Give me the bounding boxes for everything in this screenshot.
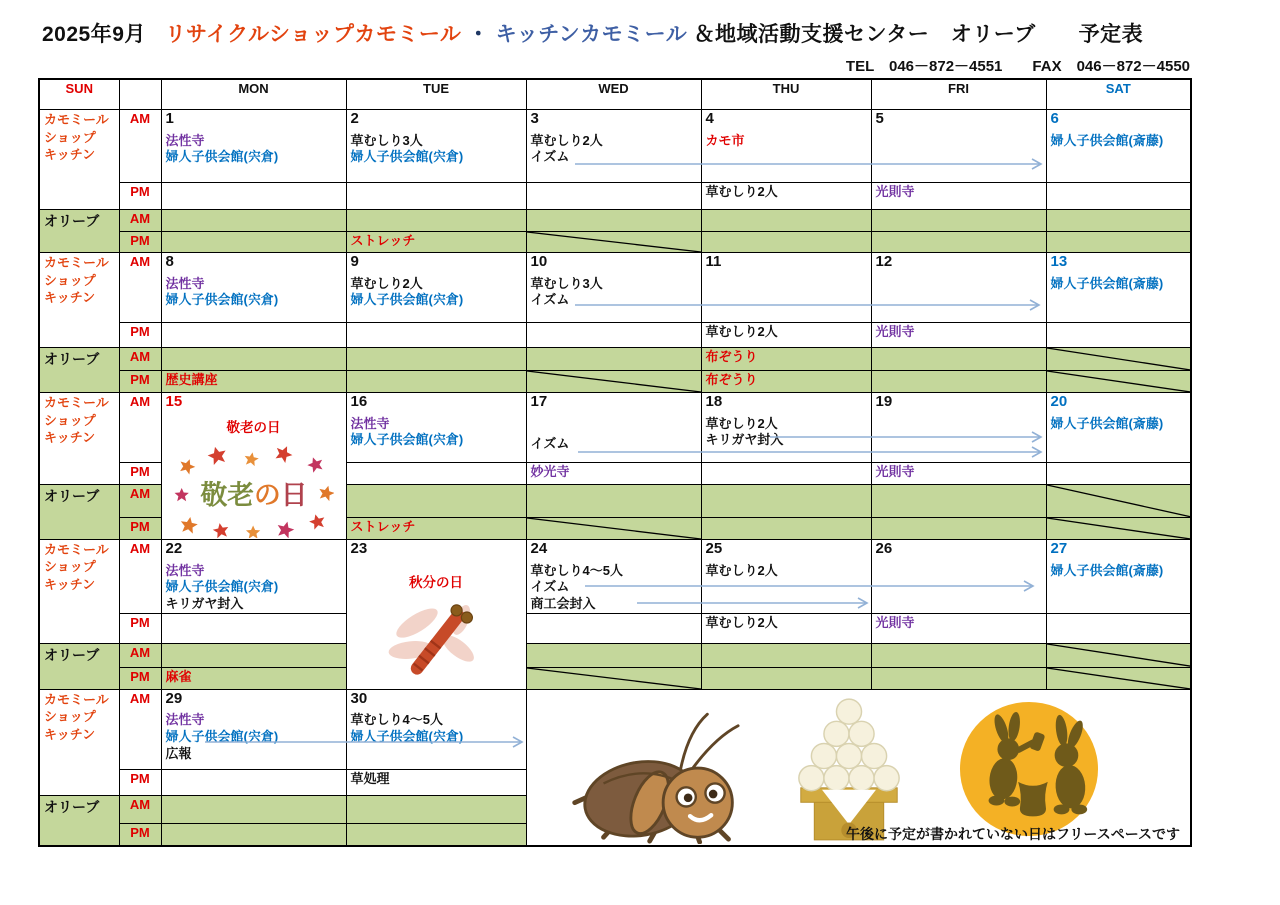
cell-w1-sat-pm [1046,183,1191,210]
am-label: AM [119,644,161,667]
cell-w1-sat-olive-pm [1046,232,1191,253]
cell-w3-fri-am [871,393,1046,463]
cell-w2-thu-pm [701,323,871,348]
no-service-slash [1047,485,1191,517]
row-label-olive: オリーブ [39,210,119,253]
event-text: 草むしり2人 [350,275,423,291]
pm-label: PM [119,614,161,644]
row-label-chamomile: カモミール ショップ キッチン [39,110,119,210]
pm-label: PM [119,463,161,485]
cell-w4-fri-olive-am [871,644,1046,667]
cell-w2-tue-olive-am [346,348,526,371]
cell-w3-tue-olive-pm [346,517,526,539]
cell-w5-mon-olive-am [161,795,346,824]
cell-w1-tue-olive-pm [346,232,526,253]
cell-w4-fri-pm [871,614,1046,644]
event-text: 草むしり3人 [530,275,603,291]
day-number: 25 [705,539,723,557]
day-number: 4 [705,110,714,127]
event-text: 法性寺 [165,562,205,578]
no-service-slash [1047,518,1191,539]
event-text: 草処理 [350,770,390,786]
event-text: 麻雀 [165,668,192,684]
seasonal-images-cell [526,689,1191,846]
event-text: 草むしり3人 [350,132,423,148]
cell-w2-wed-am [526,253,701,323]
cell-w2-sat-pm [1046,323,1191,348]
cell-w4-sat-pm [1046,614,1191,644]
cell-w1-thu-am [701,110,871,183]
title-month: 2025年9月 [42,23,146,46]
cell-w3-tue-pm [346,463,526,485]
cell-w2-thu-olive-am [701,348,871,371]
weekday-header-sat: SAT [1046,79,1191,110]
event-text: イズム [530,435,570,451]
event-text: 婦人子供会館(宍倉) [165,149,279,165]
day-number: 8 [165,253,174,270]
cell-w3-wed-am [526,393,701,463]
cell-w1-fri-am [871,110,1046,183]
cell-w1-mon-pm [161,183,346,210]
cell-w2-mon-olive-am [161,348,346,371]
weekday-header-row [39,79,1191,110]
cell-w1-mon-am [161,110,346,183]
day-number: 20 [1050,393,1068,410]
am-label: AM [119,210,161,232]
event-text: イズム [530,579,570,595]
event-text: ストレッチ [350,518,416,534]
cell-w2-sat-olive-pm [1046,371,1191,393]
event-text: キリガヤ封入 [705,432,784,448]
cell-w2-thu-olive-pm [701,371,871,393]
cell-w2-wed-pm [526,323,701,348]
contact-info: TEL 046－872－4551 FAX 046－872－4550 [845,58,1190,75]
day-number: 1 [165,110,174,127]
event-text: 妙光寺 [530,464,570,479]
event-text: 布ぞうり [705,349,758,364]
cell-w2-fri-olive-pm [871,371,1046,393]
cell-w4-thu-olive-pm [701,667,871,689]
event-text: 婦人子供会館(斎藤) [1050,275,1164,291]
weekday-header-tue: TUE [346,79,526,110]
event-text: 婦人子供会館(宍倉) [350,149,464,165]
cell-w3-wed-olive-am [526,485,701,518]
row-label-olive: オリーブ [39,348,119,393]
day-number: 12 [875,253,893,270]
day-number: 9 [350,253,359,270]
day-number: 26 [875,539,893,557]
pm-label: PM [119,824,161,846]
event-text: 光則寺 [875,615,915,631]
footer-note: 午後に予定が書かれていない日はフリースペースです [845,826,1180,842]
cell-w3-fri-olive-pm [871,517,1046,539]
cell-w2-mon-olive-pm [161,371,346,393]
no-service-slash [527,518,701,539]
pm-label: PM [119,769,161,795]
cell-w4-mon-pm [161,614,346,644]
cell-w3-thu-pm [701,463,871,485]
day-number: 5 [875,110,884,127]
event-text: 婦人子供会館(宍倉) [165,728,279,744]
cell-w3-fri-olive-am [871,485,1046,518]
event-text: 光則寺 [875,184,915,199]
day-number: 10 [530,253,548,270]
event-text: 草むしり2人 [705,562,778,578]
holiday-cell-keirou [161,393,346,540]
holiday-label: 敬老の日 [226,419,281,435]
cell-w5-tue-pm [346,769,526,795]
pm-label: PM [119,517,161,539]
day-number: 22 [165,539,183,557]
cell-w5-mon-pm [161,769,346,795]
event-text: 婦人子供会館(宍倉) [350,432,464,448]
cell-w3-sat-olive-am [1046,485,1191,518]
event-text: 草むしり4～5人 [350,712,443,728]
event-text: キリガヤ封入 [165,595,244,611]
cell-w1-tue-pm [346,183,526,210]
cell-w2-fri-olive-am [871,348,1046,371]
cell-w4-thu-am [701,539,871,614]
row-label-chamomile: カモミール ショップ キッチン [39,689,119,795]
event-text: 婦人子供会館(斎藤) [1050,415,1164,431]
event-text: イズム [530,149,570,165]
event-text: 婦人子供会館(斎藤) [1050,132,1164,148]
event-text: 商工会封入 [530,595,596,611]
cell-w2-mon-am [161,253,346,323]
title-shop1: リサイクルショップカモミール [164,23,462,46]
day-number: 11 [705,253,722,270]
cell-w2-tue-pm [346,323,526,348]
am-label: AM [119,393,161,463]
cell-w1-sat-olive-am [1046,210,1191,232]
event-text: イズム [530,292,570,308]
title-rest: ＆地域活動支援センター オリーブ 予定表 [693,23,1144,46]
cell-w1-mon-olive-am [161,210,346,232]
cell-w2-sat-am [1046,253,1191,323]
cell-w2-sat-olive-am [1046,348,1191,371]
weekday-header-mon: MON [161,79,346,110]
cell-w1-wed-pm [526,183,701,210]
cell-w3-wed-olive-pm [526,517,701,539]
keirou-art-text: 敬老の日 [199,479,308,510]
cell-w2-mon-pm [161,323,346,348]
cell-w5-tue-olive-am [346,795,526,824]
dragonfly-illustration [386,593,486,688]
event-text: 草むしり2人 [705,324,778,339]
event-text: 草むしり2人 [705,184,778,199]
day-number: 15 [165,393,183,410]
cell-w1-wed-olive-am [526,210,701,232]
cell-w3-sat-am [1046,393,1191,463]
event-text: 法性寺 [350,415,390,431]
cell-w3-tue-olive-am [346,485,526,518]
cell-w1-wed-olive-pm [526,232,701,253]
cell-w5-tue-olive-pm [346,824,526,846]
event-text: 布ぞうり [705,372,758,387]
day-number: 18 [705,393,723,410]
am-label: AM [119,110,161,183]
day-number: 19 [875,393,893,410]
no-service-slash [527,232,701,252]
day-number: 30 [350,689,368,707]
page-title [42,18,1143,48]
cell-w4-thu-pm [701,614,871,644]
event-text: 法性寺 [165,132,205,148]
keirou-no-hi-illustration [174,438,334,538]
cell-w3-thu-am [701,393,871,463]
cell-w5-mon-am [161,689,346,769]
seasonal-images-row [531,691,1187,844]
pm-label: PM [119,183,161,210]
cell-w1-thu-olive-am [701,210,871,232]
event-text: 広報 [165,745,192,761]
day-number: 3 [530,110,539,127]
no-service-slash [1047,644,1191,666]
day-number: 16 [350,393,368,410]
cell-w2-tue-am [346,253,526,323]
event-text: 光則寺 [875,464,915,479]
row-label-chamomile: カモミール ショップ キッチン [39,253,119,348]
no-service-slash [1047,668,1191,689]
cricket-illustration [565,695,743,844]
cell-w2-wed-olive-pm [526,371,701,393]
moon-rabbits-illustration [955,699,1103,839]
day-number: 23 [350,539,368,557]
cell-w2-tue-olive-pm [346,371,526,393]
holiday-label: 秋分の日 [409,574,463,590]
cell-w1-fri-olive-am [871,210,1046,232]
cell-w1-fri-pm [871,183,1046,210]
am-label: AM [119,253,161,323]
am-label: AM [119,795,161,824]
cell-w5-mon-olive-pm [161,824,346,846]
cell-w1-thu-olive-pm [701,232,871,253]
event-text: 法性寺 [165,712,205,728]
event-text: 草むしり2人 [705,615,778,631]
no-service-slash [527,668,701,689]
day-number: 24 [530,539,548,557]
day-number: 13 [1050,253,1068,270]
cell-w4-wed-olive-am [526,644,701,667]
cell-w4-mon-olive-am [161,644,346,667]
am-label: AM [119,689,161,769]
cell-w4-mon-olive-pm [161,667,346,689]
row-label-olive: オリーブ [39,795,119,846]
cell-w4-wed-pm [526,614,701,644]
cell-w4-fri-olive-pm [871,667,1046,689]
cell-w1-tue-olive-am [346,210,526,232]
event-text: 婦人子供会館(宍倉) [350,728,464,744]
cell-w4-fri-am [871,539,1046,614]
cell-w2-wed-olive-am [526,348,701,371]
weekday-header-sun: SUN [39,79,119,110]
row-label-olive: オリーブ [39,644,119,689]
row-label-olive: オリーブ [39,485,119,540]
event-text: 婦人子供会館(斎藤) [1050,562,1164,578]
title-shop2: キッチンカモミール [495,23,688,46]
ampm-column-header [119,79,161,110]
cell-w1-sat-am [1046,110,1191,183]
event-text: 歴史講座 [165,372,218,387]
cell-w4-wed-am [526,539,701,614]
cell-w5-tue-am [346,689,526,769]
cell-w4-thu-olive-am [701,644,871,667]
am-label: AM [119,485,161,518]
day-number: 6 [1050,110,1059,127]
am-label: AM [119,539,161,614]
pm-label: PM [119,323,161,348]
cell-w3-fri-pm [871,463,1046,485]
event-text: 草むしり4～5人 [530,562,623,578]
no-service-slash [1047,371,1191,392]
event-text: 光則寺 [875,324,915,339]
day-number: 2 [350,110,359,127]
tsukimi-dango-illustration [795,697,903,842]
event-text: 草むしり2人 [530,132,603,148]
cell-w1-wed-am [526,110,701,183]
pm-label: PM [119,371,161,393]
weekday-header-fri: FRI [871,79,1046,110]
event-text: 婦人子供会館(宍倉) [165,292,279,308]
cell-w4-wed-olive-pm [526,667,701,689]
cell-w3-sat-pm [1046,463,1191,485]
row-label-chamomile: カモミール ショップ キッチン [39,393,119,485]
cell-w4-sat-am [1046,539,1191,614]
cell-w2-fri-pm [871,323,1046,348]
pm-label: PM [119,232,161,253]
cell-w1-tue-am [346,110,526,183]
cell-w4-sat-olive-am [1046,644,1191,667]
cell-w3-wed-pm [526,463,701,485]
am-label: AM [119,348,161,371]
cell-w3-thu-olive-pm [701,517,871,539]
no-service-slash [527,371,701,392]
cell-w3-thu-olive-am [701,485,871,518]
event-text: 婦人子供会館(宍倉) [350,292,464,308]
event-text: 草むしり2人 [705,415,778,431]
cell-w3-tue-am [346,393,526,463]
holiday-cell-shubun [346,539,526,689]
weekday-header-wed: WED [526,79,701,110]
cell-w4-mon-am [161,539,346,614]
cell-w2-thu-am [701,253,871,323]
day-number: 27 [1050,539,1068,557]
no-service-slash [1047,348,1191,370]
row-label-chamomile: カモミール ショップ キッチン [39,539,119,644]
weekday-header-thu: THU [701,79,871,110]
pm-label: PM [119,667,161,689]
event-text: 婦人子供会館(宍倉) [165,579,279,595]
cell-w1-fri-olive-pm [871,232,1046,253]
cell-w4-sat-olive-pm [1046,667,1191,689]
title-dot: ・ [467,23,490,46]
day-number: 29 [165,689,183,707]
cell-w1-thu-pm [701,183,871,210]
cell-w3-sat-olive-pm [1046,517,1191,539]
event-text: 法性寺 [165,275,205,291]
event-text: ストレッチ [350,233,416,248]
cell-w2-fri-am [871,253,1046,323]
day-number: 17 [530,393,548,410]
event-text: カモ市 [705,132,745,148]
schedule-table [38,78,1192,847]
cell-w1-mon-olive-pm [161,232,346,253]
